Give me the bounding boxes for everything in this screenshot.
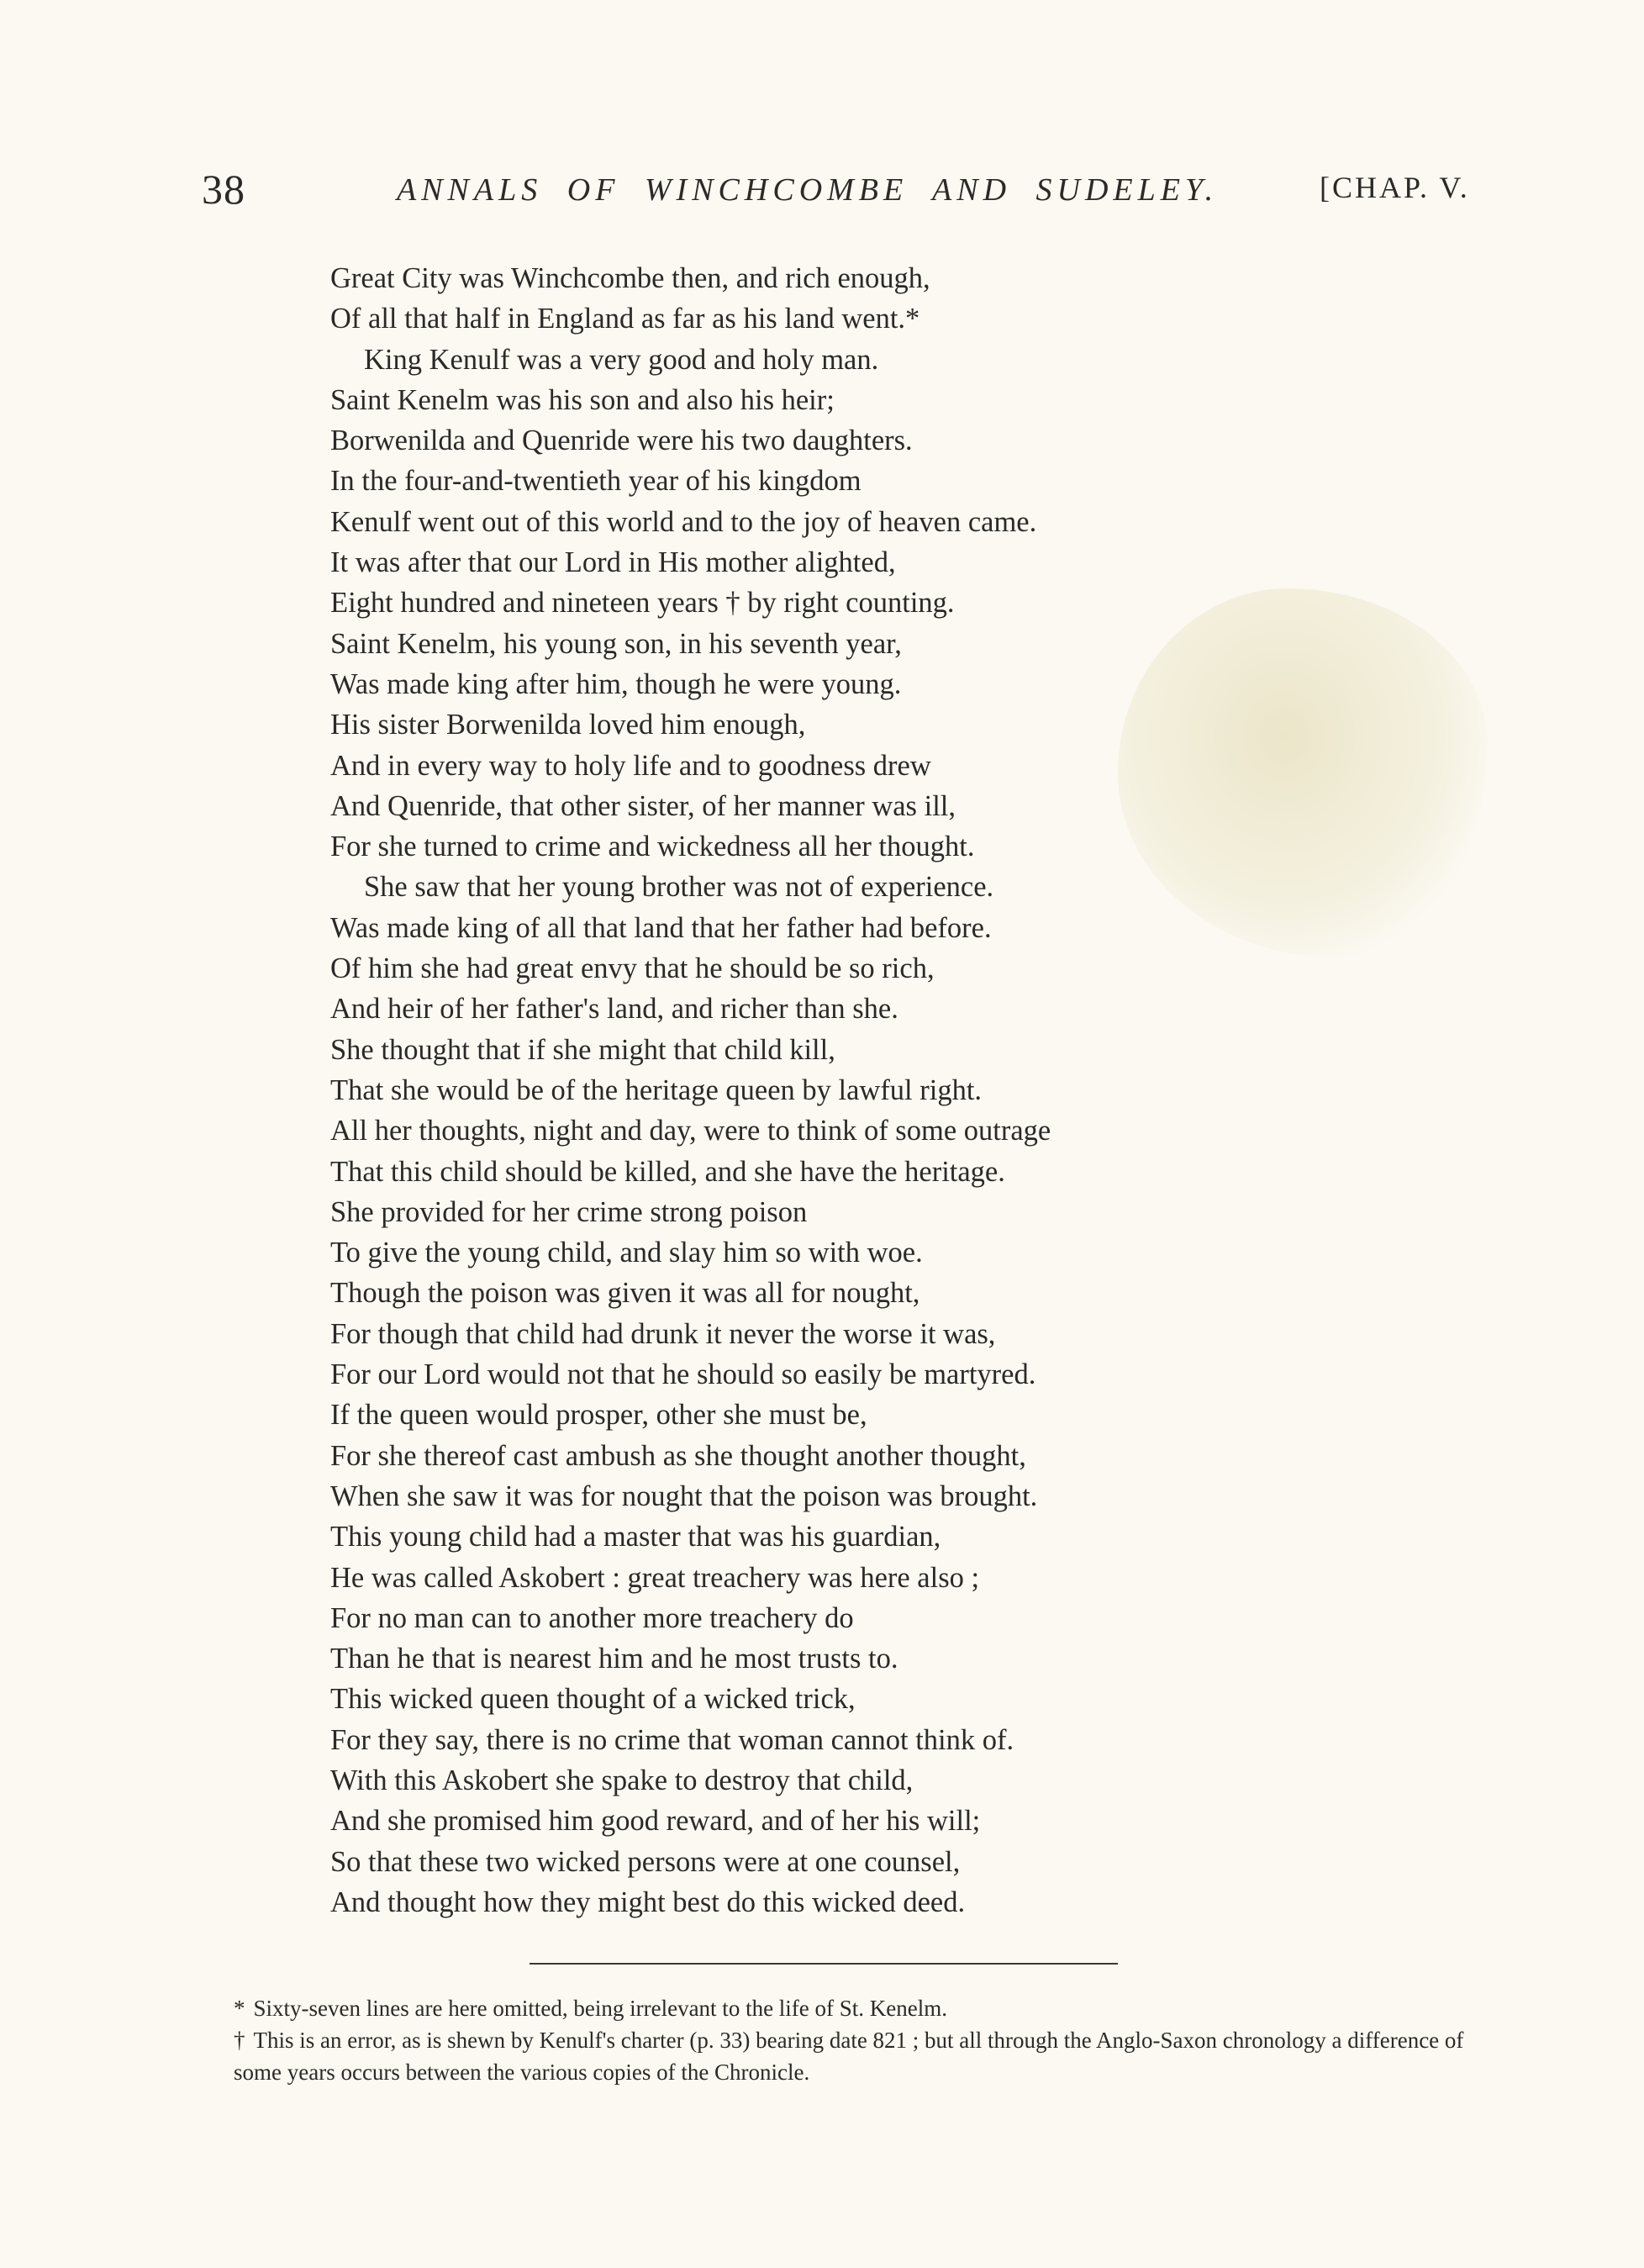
poem-line: Was made king after him, though he were young. — [330, 667, 902, 700]
poem-line: When she saw it was for nought that the poison was brought. — [330, 1479, 1038, 1512]
poem-line: For she thereof cast ambush as she thought another thought, — [330, 1439, 1026, 1472]
page-number: 38 — [202, 166, 245, 213]
poem-body — [330, 258, 1339, 1923]
poem-line: Saint Kenelm was his son and also his heir; — [330, 383, 835, 416]
poem-line: This young child had a master that was his guardian, — [330, 1521, 941, 1553]
poem-line: And she promised him good reward, and of her his will; — [330, 1805, 981, 1838]
chapter-reference: [CHAP. V. — [1320, 171, 1470, 204]
footnote-text: This is an error, as is shewn by Kenulf's charter (p. 33) bearing date 821 ; but all through the Anglo-Saxon chronology a difference of some years occurs between the various copies of the Chronicle. — [234, 2028, 1464, 2085]
poem-line: That she would be of the heritage queen by lawful right. — [330, 1073, 983, 1106]
poem-line: Of all that half in England as far as his land went.* — [330, 303, 920, 335]
poem-line: She provided for her crime strong poison — [330, 1195, 808, 1228]
poem-line: And in every way to holy life and to goodness drew — [330, 749, 931, 782]
poem-line: This wicked queen thought of a wicked trick, — [330, 1683, 856, 1716]
poem-line: Kenulf went out of this world and to the joy of heaven came. — [330, 505, 1037, 538]
poem-line: Was made king of all that land that her father had before. — [330, 911, 992, 944]
poem-line: And Quenride, that other sister, of her manner was ill, — [330, 789, 956, 822]
footnote-mark: * — [234, 1996, 245, 2021]
poem-line: Of him she had great envy that he should be so rich, — [330, 952, 935, 985]
poem-line: And heir of her father's land, and richer than she. — [330, 993, 898, 1026]
footnote — [195, 1992, 1464, 2024]
poem-line: His sister Borwenilda loved him enough, — [330, 709, 806, 741]
poem-line: King Kenulf was a very good and holy man. — [364, 343, 879, 376]
poem-line: She saw that her young brother was not of experience. — [364, 871, 994, 904]
running-title: ANNALS OF WINCHCOMBE AND SUDELEY. — [397, 172, 1219, 208]
poem-line: For our Lord would not that he should so easily be martyred. — [330, 1358, 1036, 1391]
footnote-divider — [530, 1963, 1118, 1965]
poem-line: If the queen would prosper, other she must be, — [330, 1399, 867, 1432]
poem-line: With this Askobert she spake to destroy that child, — [330, 1764, 914, 1796]
poem-line: Than he that is nearest him and he most trusts to. — [330, 1643, 898, 1675]
poem-line: To give the young child, and slay him so with woe. — [330, 1237, 923, 1269]
poem-line: Borwenilda and Quenride were his two daughters. — [330, 425, 913, 457]
poem-line: In the four-and-twentieth year of his kingdom — [330, 465, 862, 498]
footnote — [195, 2024, 1464, 2088]
footnote-mark: † — [234, 2028, 245, 2053]
poem-line: For though that child had drunk it never the worse it was, — [330, 1317, 996, 1350]
poem-line: All her thoughts, night and day, were to think of some outrage — [330, 1115, 1051, 1147]
poem-line: She thought that if she might that child kill, — [330, 1033, 835, 1066]
poem-line: That this child should be killed, and she have the heritage. — [330, 1155, 1005, 1188]
poem-line: Though the poison was given it was all for nought, — [330, 1277, 920, 1310]
footnote-text: Sixty-seven lines are here omitted, being irrelevant to the life of St. Kenelm. — [253, 1996, 948, 2021]
poem-line: Great City was Winchcombe then, and rich enough, — [330, 262, 930, 294]
poem-line: He was called Askobert : great treachery was here also ; — [330, 1561, 980, 1594]
poem-line: For they say, there is no crime that woman cannot think of. — [330, 1723, 1014, 1756]
poem-line: For no man can to another more treachery do — [330, 1601, 854, 1634]
poem-line: So that these two wicked persons were at one counsel, — [330, 1845, 961, 1878]
footnotes — [195, 1992, 1464, 2088]
poem-line: For she turned to crime and wickedness all her thought. — [330, 831, 975, 863]
poem-line: And thought how they might best do this wicked deed. — [330, 1886, 966, 1918]
page-header — [0, 165, 1644, 215]
poem-line: Eight hundred and nineteen years † by right counting. — [330, 587, 955, 620]
poem-line: Saint Kenelm, his young son, in his seventh year, — [330, 627, 902, 660]
poem-line: It was after that our Lord in His mother alighted, — [330, 546, 896, 579]
